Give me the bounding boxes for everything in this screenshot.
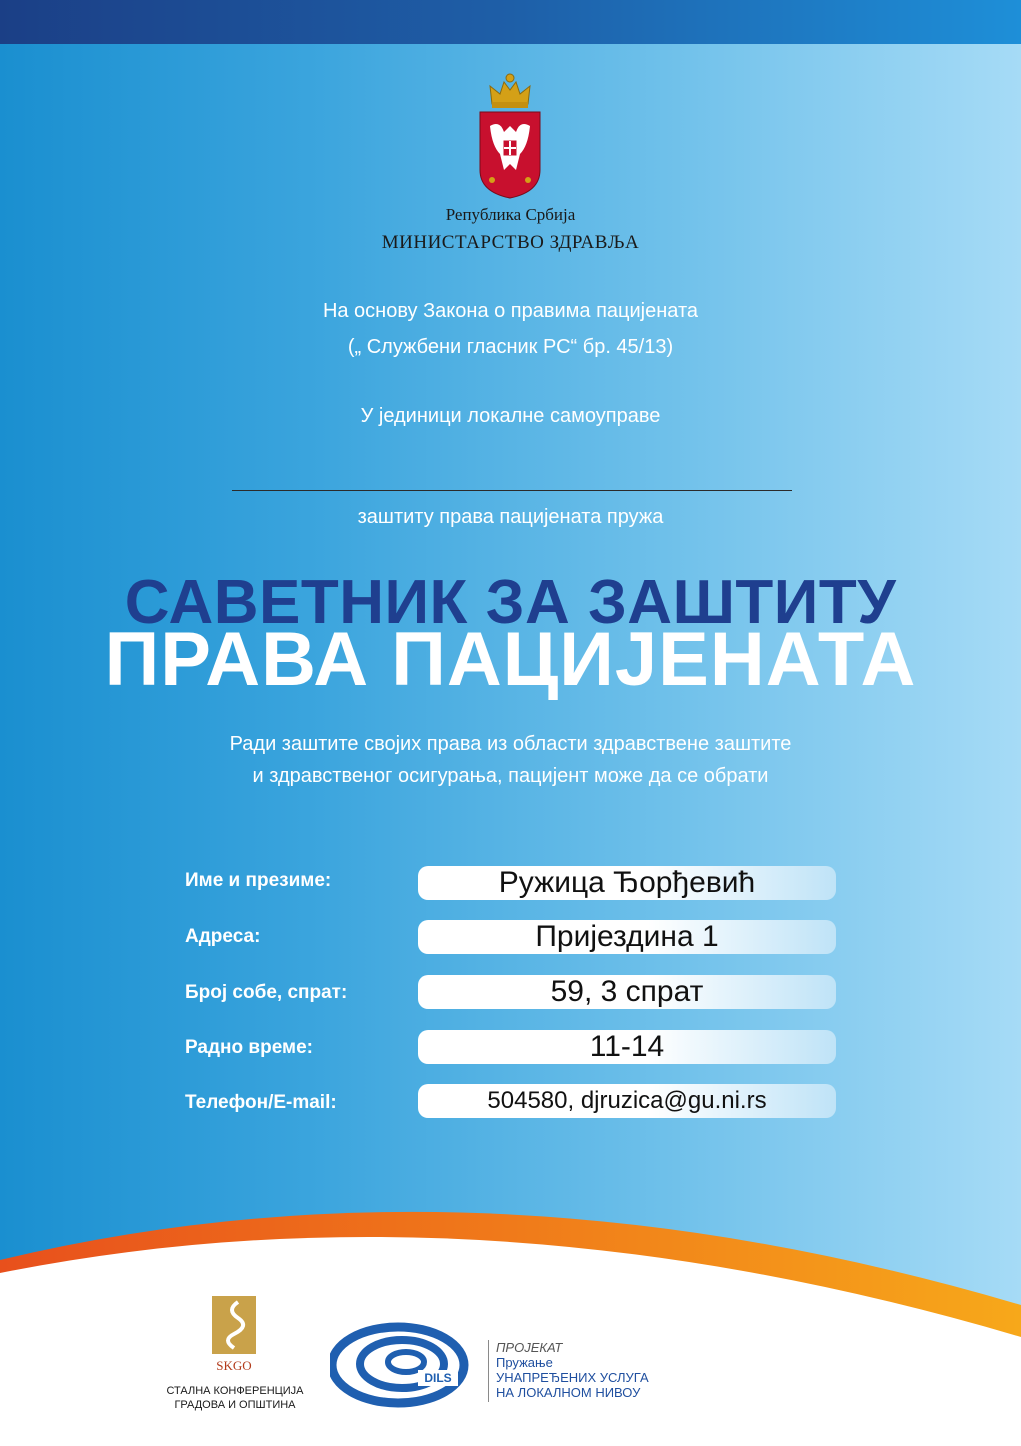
project-divider bbox=[488, 1340, 489, 1402]
protection-provided-text: заштиту права пацијената пружа bbox=[357, 506, 664, 528]
ministry-name: МИНИСТАРСТВО ЗДРАВЉА bbox=[381, 232, 640, 253]
project-line-3: НА ЛОКАЛНОМ НИВОУ bbox=[496, 1385, 641, 1400]
project-line-2: УНАПРЕЂЕНИХ УСЛУГА bbox=[496, 1370, 649, 1385]
law-reference: На основу Закона о правима пацијената bbox=[322, 300, 699, 322]
phone-email-label: Телефон/E-mail: bbox=[185, 1092, 337, 1113]
name-value: Ружица Ђорђевић bbox=[418, 866, 836, 900]
description-line-2: и здравственог осигурања, пацијент може да се обрати bbox=[252, 765, 769, 787]
skgo-caption-line-1: СТАЛНА КОНФЕРЕНЦИЈА bbox=[166, 1385, 304, 1397]
local-government-text: У јединици локалне самоуправе bbox=[360, 405, 661, 427]
phone-email-value: 504580, djruzica@gu.ni.rs bbox=[418, 1084, 836, 1118]
blank-fill-line bbox=[232, 490, 792, 491]
address-value: Пријездина 1 bbox=[418, 920, 836, 954]
room-floor-value: 59, 3 спрат bbox=[418, 975, 836, 1009]
working-hours-label: Радно време: bbox=[185, 1037, 313, 1058]
description-line-1: Ради заштите својих права из области здравствене заштите bbox=[229, 733, 792, 755]
republic-name: Република Србија bbox=[445, 205, 576, 224]
project-line-1: Пружање bbox=[496, 1355, 553, 1370]
skgo-caption bbox=[150, 1384, 320, 1412]
project-info bbox=[496, 1340, 649, 1400]
skgo-logo-text: SKGO bbox=[216, 1358, 252, 1373]
dils-logo-text: DILS bbox=[424, 1371, 452, 1385]
dils-logo-icon bbox=[330, 1320, 480, 1410]
top-banner bbox=[0, 0, 1021, 44]
name-label: Име и презиме: bbox=[185, 870, 332, 891]
project-label: ПРОЈЕКАТ bbox=[496, 1340, 563, 1355]
skgo-logo-icon bbox=[212, 1296, 256, 1374]
serbian-coat-of-arms-icon bbox=[474, 70, 546, 200]
room-floor-label: Број собе, спрат: bbox=[185, 982, 348, 1003]
address-label: Адреса: bbox=[185, 926, 261, 947]
gazette-reference: („ Службени гласник РС“ бр. 45/13) bbox=[347, 336, 674, 358]
working-hours-value: 11-14 bbox=[418, 1030, 836, 1064]
skgo-caption-line-2: ГРАДОВА И ОПШТИНА bbox=[174, 1399, 296, 1411]
title-advisor: САВЕТНИК ЗА ЗАШТИТУ bbox=[124, 568, 897, 637]
title-patient-rights: ПРАВА ПАЦИЈЕНАТА bbox=[104, 617, 917, 702]
